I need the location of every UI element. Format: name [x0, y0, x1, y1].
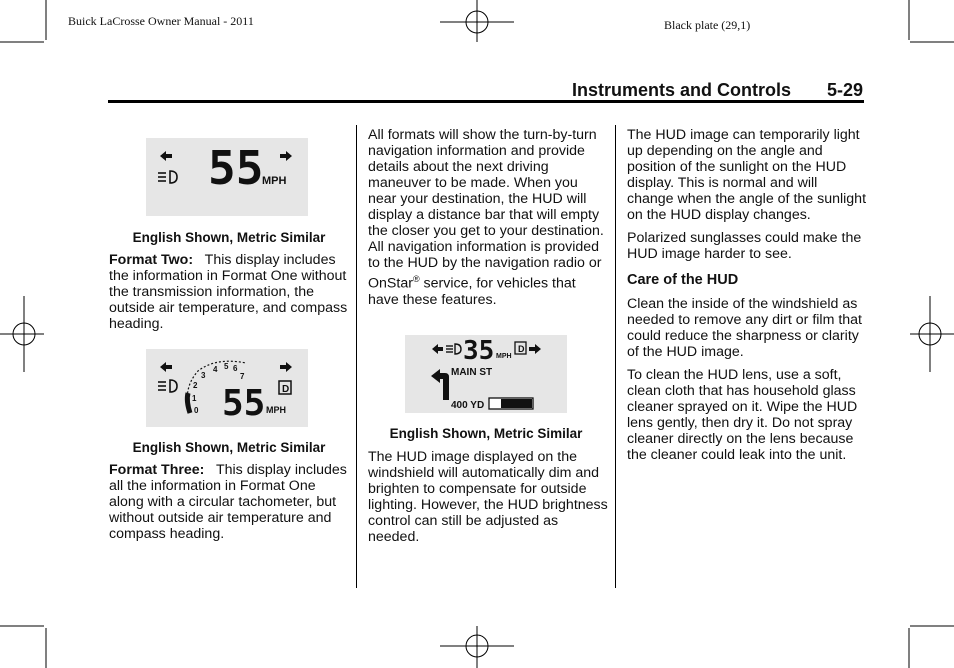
plate-label: Black plate (29,1): [664, 18, 751, 32]
windshield-paragraph: Clean the inside of the windshield as needed to remove any dirt or film that could reduce the sharpness or clarity of the HUD image.: [627, 296, 863, 360]
tach-mark: 4: [213, 365, 218, 374]
format-three-paragraph: [109, 462, 349, 542]
arrow-left-icon: [432, 344, 443, 354]
gear-indicator: D: [282, 384, 290, 395]
speed-unit: MPH: [266, 405, 286, 415]
column-three: [627, 127, 867, 470]
format-three-label: Format Three:: [109, 462, 205, 478]
sunglasses-paragraph: Polarized sunglasses could make the HUD image harder to see.: [627, 230, 862, 262]
turn-left-arrow-icon: [431, 369, 449, 400]
distance-readout: 400 YD: [451, 400, 485, 411]
header-rule: [108, 100, 864, 103]
figure-caption: English Shown, Metric Similar: [389, 426, 583, 441]
headlamp-icon: [158, 380, 177, 392]
care-heading: Care of the HUD: [627, 272, 739, 288]
figure-caption: English Shown, Metric Similar: [132, 230, 326, 245]
format-two-text: This display includes the information in Format One without the transmission information, the outside air temperature, and compass heading.: [109, 252, 348, 332]
arrow-left-icon: [160, 362, 172, 372]
tach-mark: 3: [201, 371, 206, 380]
speed-unit: MPH: [496, 353, 512, 360]
manual-title: Buick LaCrosse Owner Manual - 2011: [68, 14, 254, 28]
section-title: Instruments and Controls: [572, 80, 792, 100]
speed-readout: 55: [208, 141, 264, 195]
speed-unit: MPH: [262, 175, 287, 187]
column-divider: [615, 125, 616, 588]
figure-caption: English Shown, Metric Similar: [132, 440, 326, 455]
format-three-text: This display includes all the information in Format One along with a circular tachometer, but without outside air temperature and compass heading.: [109, 462, 347, 542]
navigation-text-b: service, for vehicles that have these features.: [368, 275, 576, 308]
format-two-label: Format Two:: [109, 252, 194, 268]
hud-figure-navigation: [405, 335, 567, 413]
tach-mark: 5: [224, 362, 229, 371]
speed-readout: 35: [463, 336, 495, 366]
arrow-right-icon: [529, 344, 541, 354]
arrow-right-icon: [280, 362, 292, 372]
hud-figure-format-two: [146, 138, 308, 216]
lens-cleaning-paragraph: To clean the HUD lens, use a soft, clean cloth that has household glass cleaner sprayed on it. Wipe the HUD lens gently, then dry it. Do not spray cleaner directly on the lens because the cleaner could leak into the unit.: [627, 367, 858, 463]
arrow-left-icon: [160, 151, 172, 161]
arrow-right-icon: [280, 151, 292, 161]
headlamp-icon: [446, 344, 461, 354]
tach-mark: 2: [193, 381, 198, 390]
sunlight-paragraph: The HUD image can temporarily light up depending on the angle and position of the sunlight on the HUD display. This is normal and will change when the angle of the sunlight on the HUD display changes.: [627, 127, 867, 223]
gear-indicator: D: [518, 344, 525, 354]
distance-bar-fill: [501, 399, 532, 408]
navigation-paragraph: [368, 127, 608, 308]
registered-mark: ®: [412, 274, 420, 284]
street-name: MAIN ST: [451, 367, 493, 378]
navigation-text-a: All formats will show the turn-by-turn navigation information and provide details about the next driving maneuver to be made. When you near your destination, the HUD will display a distance bar that will empty the closer you get to your destination. All navigation information is provided to the HUD by the navigation radio or OnStar: [368, 127, 604, 292]
tach-mark: 7: [240, 372, 245, 381]
tach-mark: 0: [194, 406, 199, 415]
column-divider: [356, 125, 357, 588]
tach-mark: 6: [233, 364, 238, 373]
tach-mark: 1: [192, 394, 197, 403]
speed-readout: 55: [222, 383, 266, 424]
format-two-paragraph: [109, 252, 349, 332]
headlamp-icon: [158, 171, 177, 183]
page-number: 5-29: [827, 80, 864, 100]
dimming-paragraph: The HUD image displayed on the windshield will automatically dim and brighten to compensate for outside lighting. However, the HUD brightness control can still be adjusted as needed.: [368, 449, 608, 545]
hud-figure-format-three: [146, 349, 308, 427]
